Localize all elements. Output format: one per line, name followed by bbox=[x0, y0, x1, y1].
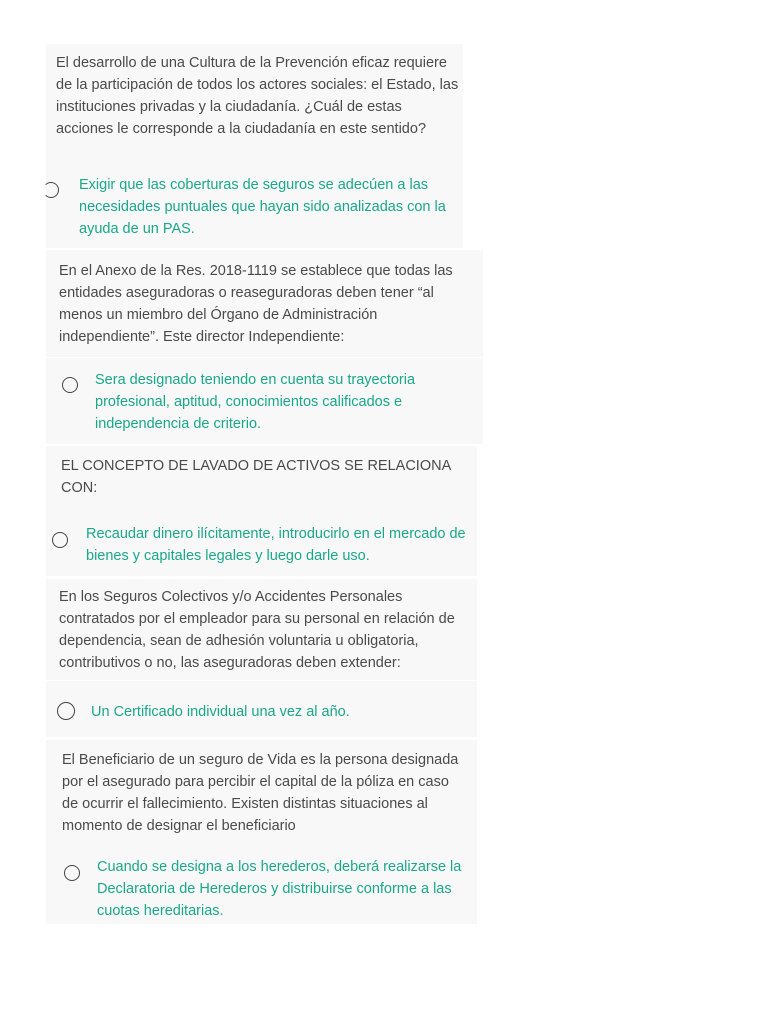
radio-button[interactable] bbox=[52, 532, 68, 548]
answer-option[interactable] bbox=[46, 701, 477, 727]
radio-button[interactable] bbox=[43, 182, 59, 198]
answer-option[interactable] bbox=[46, 856, 477, 924]
answer-text[interactable]: Exigir que las coberturas de seguros se adecúen a las necesidades puntuales que hayan sido analizadas con la ayuda de un PAS. bbox=[79, 177, 446, 237]
question-text: En los Seguros Colectivos y/o Accidentes Personales contratados por el empleador para su personal en relación de dependencia, sean de adhesión voluntaria u obligatoria, contributivos o no, las aseguradoras deben extender: bbox=[59, 589, 455, 671]
answer-option[interactable] bbox=[46, 523, 477, 571]
answer-option[interactable] bbox=[46, 369, 483, 439]
question-text: El Beneficiario de un seguro de Vida es la persona designada por el asegurado para percibir el capital de la póliza en caso de ocurrir el fallecimiento. Existen distintas situaciones al momento de designar el beneficiario bbox=[62, 752, 459, 834]
question-text: EL CONCEPTO DE LAVADO DE ACTIVOS SE RELACIONA CON: bbox=[61, 458, 451, 496]
answer-text[interactable]: Un Certificado individual una vez al año. bbox=[91, 704, 350, 720]
question-text: En el Anexo de la Res. 2018-1119 se establece que todas las entidades aseguradoras o reaseguradoras deben tener “al menos un miembro del Órgano de Administración independiente”. Este director Independiente: bbox=[59, 263, 453, 345]
divider bbox=[46, 680, 477, 681]
question-card-1 bbox=[46, 44, 463, 248]
question-card-4 bbox=[46, 579, 477, 737]
answer-text[interactable]: Sera designado teniendo en cuenta su trayectoria profesional, aptitud, conocimientos calificados e independencia de criterio. bbox=[95, 372, 416, 432]
divider bbox=[46, 357, 483, 358]
answer-text[interactable]: Cuando se designa a los herederos, deberá realizarse la Declaratoria de Herederos y distribuirse conforme a las cuotas hereditarias. bbox=[97, 859, 462, 919]
radio-button[interactable] bbox=[64, 865, 80, 881]
answer-text[interactable]: Recaudar dinero ilícitamente, introducirlo en el mercado de bienes y capitales legales y luego darle uso. bbox=[86, 526, 466, 564]
question-card-2 bbox=[46, 250, 483, 444]
question-card-3 bbox=[46, 446, 477, 576]
radio-button[interactable] bbox=[57, 702, 75, 720]
question-text: El desarrollo de una Cultura de la Prevención eficaz requiere de la participación de todos los actores sociales: el Estado, las instituciones privadas y la ciudadanía. ¿Cuál de estas acciones le corresponde a la ciudadanía en este sentido? bbox=[56, 55, 459, 137]
radio-button[interactable] bbox=[62, 377, 78, 393]
question-card-5 bbox=[46, 740, 477, 924]
answer-option[interactable] bbox=[46, 174, 463, 244]
